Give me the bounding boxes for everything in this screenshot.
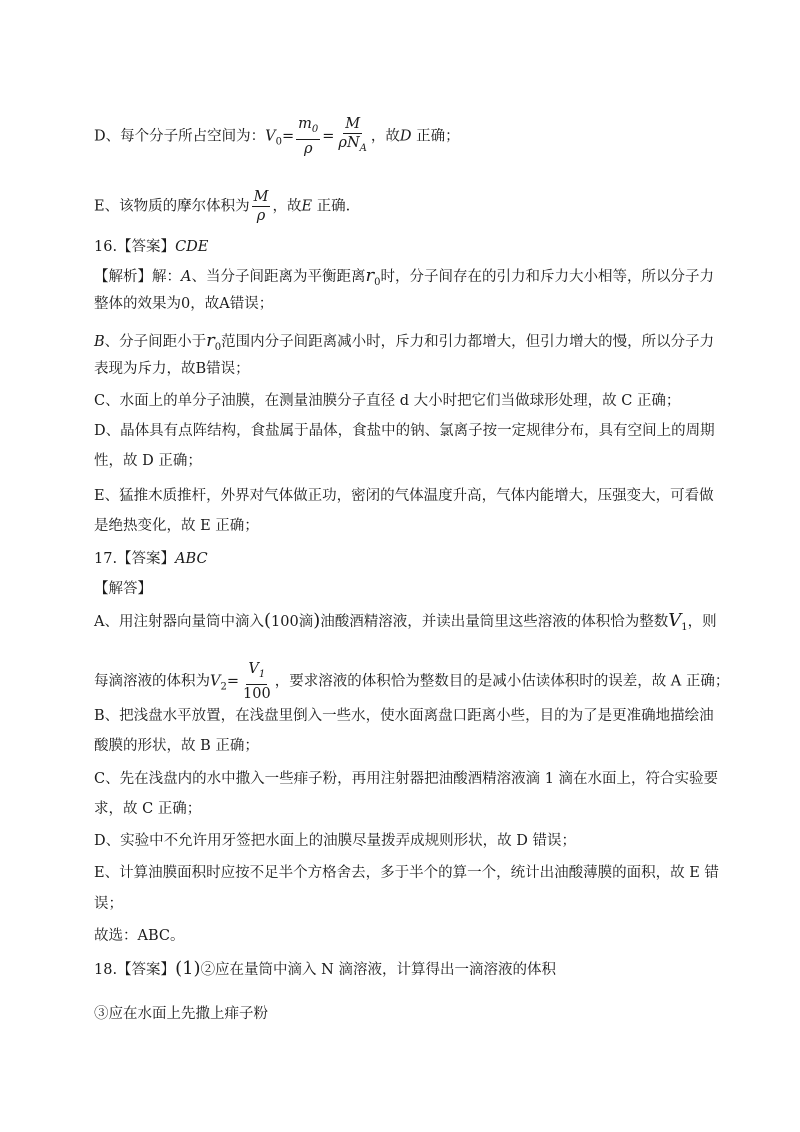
option-e-line: E、该物质的摩尔体积为 $\frac{M}{\rho}$ ，故E 正确.: [94, 189, 351, 224]
fraction-m-rhona: $\frac{M}{\rho N_A}$: [338, 116, 367, 154]
q16-analysis-e2: 是绝热变化，故 E 正确；: [94, 518, 259, 534]
q17-c2: 求，故 C 正确；: [94, 801, 202, 817]
q16-analysis-b: B、分子间距小于$r_0$范围内分子间距离减小时，斥力和引力都增大，但引力增大的慢，所以分子力: [94, 330, 715, 353]
q18-answer: 18.【答案】(1)②应在量筒中滴入 N 滴溶液，计算得出一滴溶液的体积: [94, 958, 556, 979]
q17-answer: 17.【答案】ABC: [94, 551, 208, 567]
q17-choice: 故选：ABC。: [94, 928, 185, 944]
fraction-m-rho: $\frac{M}{\rho}$: [253, 189, 269, 224]
q17-b: B、把浅盘水平放置，在浅盘里倒入一些水，使水面离盘口距离小些，目的为了是更准确地描绘油: [94, 708, 714, 724]
q18-item3: ③应在水面上先撒上痱子粉: [94, 1006, 268, 1022]
fraction-m0-rho: $\frac{m_0}{\rho}$: [298, 116, 319, 157]
q17-e: E、计算油膜面积时应按不足半个方格舍去，多于半个的算一个，统计出油酸薄膜的面积，故 E 错: [94, 865, 719, 881]
q16-analysis-d: D、晶体具有点阵结构，食盐属于晶体，食盐中的钠、氯离子按一定规律分布，具有空间上的周期: [94, 423, 715, 439]
q17-e2: 误；: [94, 896, 123, 912]
q16-analysis-b2: 表现为斥力，故B错误；: [94, 361, 250, 377]
q16-analysis-e: E、猛推木质推杆，外界对气体做正功，密闭的气体温度升高，气体内能增大，压强变大，可看做: [94, 488, 714, 504]
fraction-v1-100: $\frac{V_1}{100}$: [243, 661, 271, 702]
q16-analysis-c: C、水面上的单分子油膜，在测量油膜分子直径 d 大小时把它们当做球形处理，故 C 正确；: [94, 393, 681, 409]
q16-analysis-a2: 整体的效果为0，故A错误；: [94, 296, 274, 312]
q16-answer: 16.【答案】CDE: [94, 239, 209, 255]
q17-a2: 每滴溶液的体积为$V_2=$ $\frac{V_1}{100}$ ，要求溶液的体积恰为整数目的是减小估读体积时的误差，故 A 正确；: [94, 661, 730, 702]
q17-solution-label: 【解答】: [94, 581, 152, 597]
q16-analysis-d2: 性，故 D 正确；: [94, 453, 202, 469]
q17-b2: 酸膜的形状，故 B 正确；: [94, 738, 259, 754]
q17-d: D、实验中不允许用牙签把水面上的油膜尽量拨弄成规则形状，故 D 错误；: [94, 833, 576, 849]
option-d-line: D、每个分子所占空间为：$V_0=$ $\frac{m_0}{\rho}$ = $\frac{M}{\rho N_A}$ ，故D 正确；: [94, 116, 460, 157]
q17-c: C、先在浅盘内的水中撒入一些痱子粉，再用注射器把油酸酒精溶液滴 1 滴在水面上，符合实验要: [94, 771, 719, 787]
q17-a: A、用注射器向量筒中滴入(100滴)油酸酒精溶液，并读出量筒里这些溶液的体积恰为整数$V_1$，则: [94, 610, 717, 633]
q16-analysis-a: 【解析】解：A、当分子间距离为平衡距离$r_0$时，分子间存在的引力和斥力大小相等，所以分子力: [94, 265, 714, 288]
